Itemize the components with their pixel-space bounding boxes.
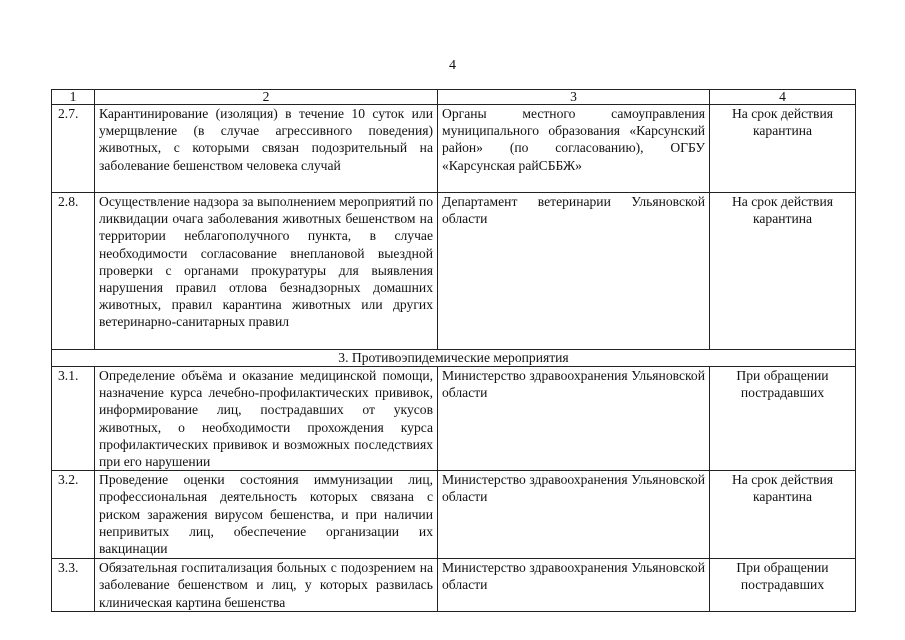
- action-cell: Проведение оценки состояния иммунизации лиц, профессиональная деятельность которых связана с риском заражения вирусом бешенства, и при наличии непривитых лиц, обеспечение организации их вакцинации: [95, 471, 438, 559]
- column-header: 3: [438, 90, 710, 105]
- term-cell: На срок действия карантина: [710, 105, 856, 193]
- page-number: 4: [449, 58, 456, 73]
- action-cell: Осуществление надзора за выполнением мероприятий по ликвидации очага заболевания животных бешенством на территории неблагополучного пункта, в случае необходимости согласование внеплановой выездной проверки с органами прокуратуры для выявления нарушения правил отлова безнадзорных домашних животных, правил карантина животных или других ветеринарно-санитарных правил: [95, 193, 438, 350]
- term-cell: На срок действия карантина: [710, 193, 856, 350]
- table-row: [52, 367, 856, 471]
- table-row: [52, 105, 856, 193]
- row-number: 3.1.: [52, 367, 95, 471]
- table-row: [52, 471, 856, 559]
- section-heading-row: [52, 350, 856, 367]
- table-header-row: [52, 90, 856, 105]
- row-number: 3.3.: [52, 559, 95, 612]
- section-title: 3. Противоэпидемические мероприятия: [52, 350, 856, 367]
- row-number: 3.2.: [52, 471, 95, 559]
- column-header: 1: [52, 90, 95, 105]
- responsible-cell: Министерство здравоохранения Ульяновской области: [438, 559, 710, 612]
- term-cell: При обращении пострадавших: [710, 367, 856, 471]
- responsible-cell: Министерство здравоохранения Ульяновской области: [438, 367, 710, 471]
- measures-table: [51, 89, 856, 612]
- column-header: 4: [710, 90, 856, 105]
- column-header: 2: [95, 90, 438, 105]
- row-number: 2.8.: [52, 193, 95, 350]
- table-row: [52, 193, 856, 350]
- action-cell: Определение объёма и оказание медицинской помощи, назначение курса лечебно-профилактических прививок, информирование лиц, пострадавших от укусов животных, о необходимости прохождения курса профилактических прививок и возможных последствиях при его нарушении: [95, 367, 438, 471]
- responsible-cell: Министерство здравоохранения Ульяновской области: [438, 471, 710, 559]
- table-row: [52, 559, 856, 612]
- term-cell: На срок действия карантина: [710, 471, 856, 559]
- responsible-cell: Органы местного самоуправления муниципального образования «Карсунский район» (по согласованию), ОГБУ «Карсунская райСББЖ»: [438, 105, 710, 193]
- row-number: 2.7.: [52, 105, 95, 193]
- action-cell: Обязательная госпитализация больных с подозрением на заболевание бешенством и лиц, у которых развилась клиническая картина бешенства: [95, 559, 438, 612]
- action-cell: Карантинирование (изоляция) в течение 10 суток или умерщвление (в случае агрессивного поведения) животных, с которыми связан подозрительный на заболевание бешенством человека случай: [95, 105, 438, 193]
- term-cell: При обращении пострадавших: [710, 559, 856, 612]
- responsible-cell: Департамент ветеринарии Ульяновской области: [438, 193, 710, 350]
